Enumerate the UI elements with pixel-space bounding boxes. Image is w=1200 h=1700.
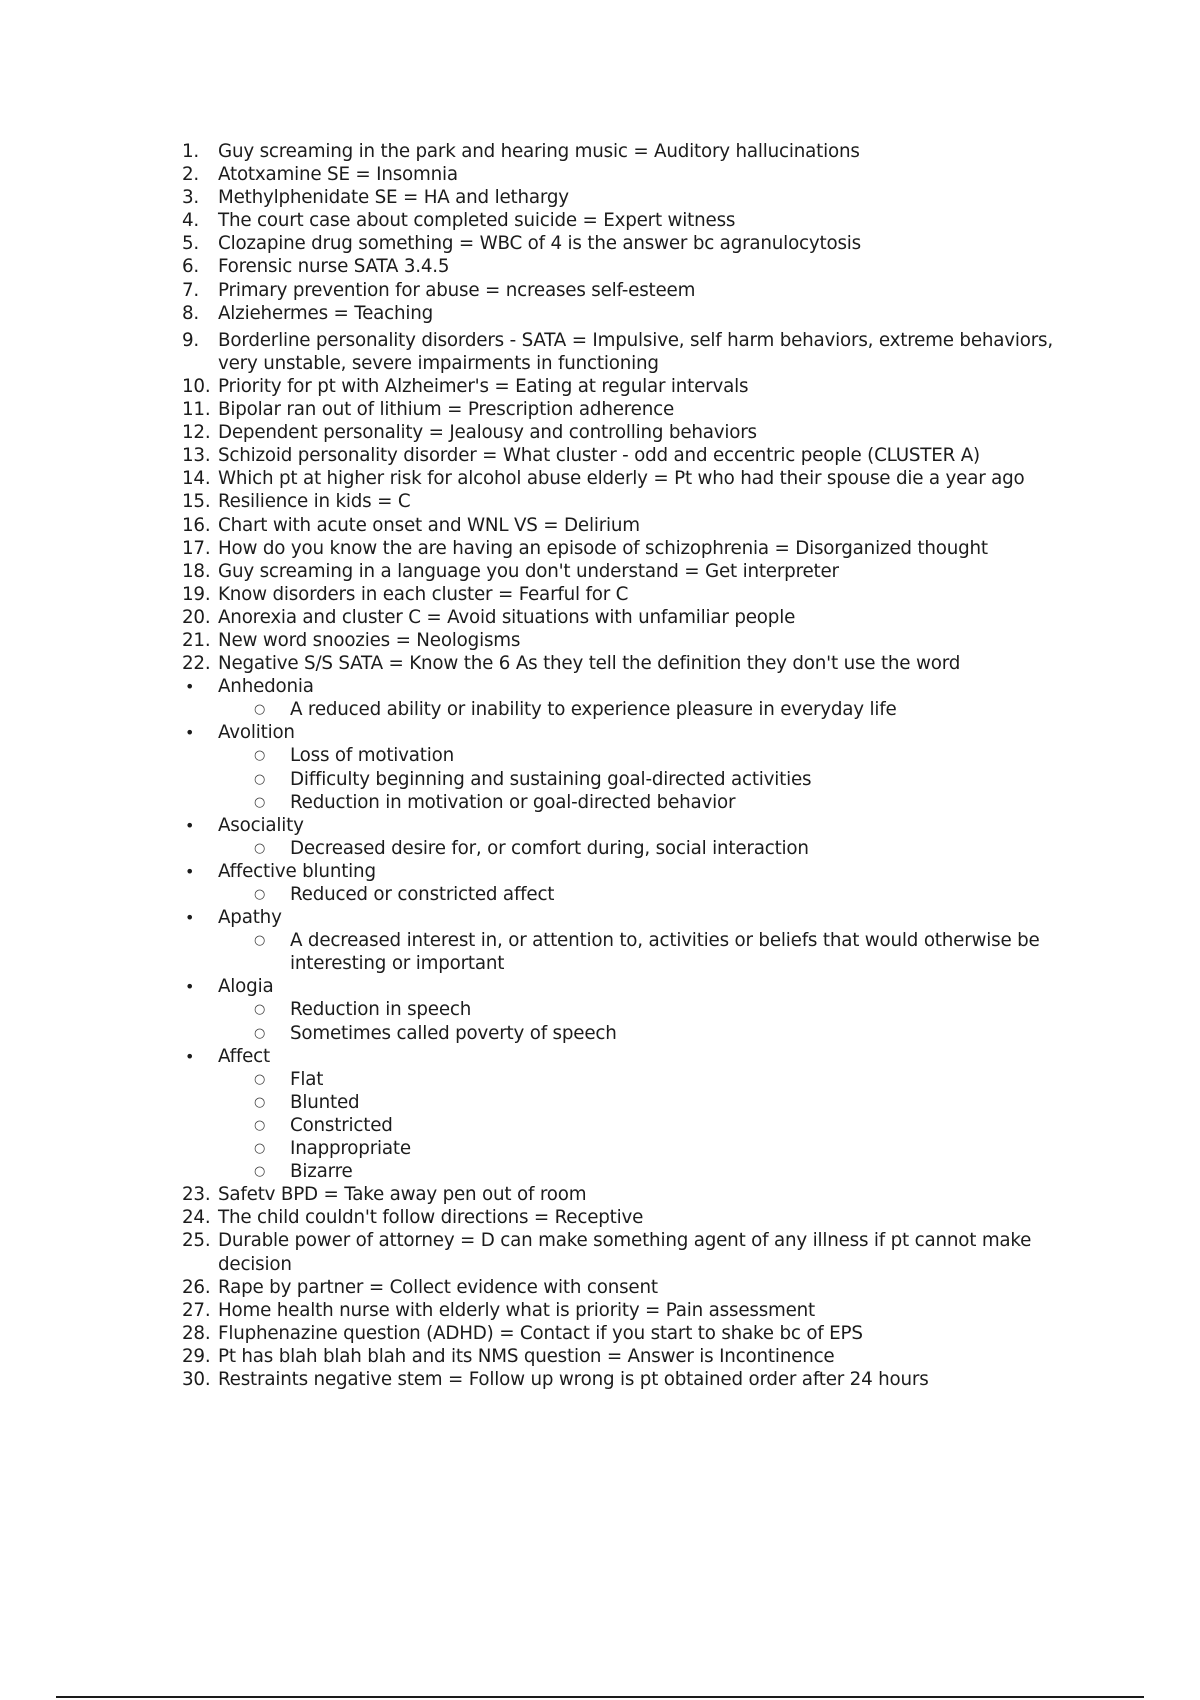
circle-bullet-icon: ○	[254, 771, 266, 787]
list-item: 14. Which pt at higher risk for alcohol abuse elderly = Pt who had their spouse die a year ago	[182, 468, 1025, 490]
list-item: 9. Borderline personality disorders - SATA = Impulsive, self harm behaviors, extreme behaviors, very unstable, severe impairments in functioning	[182, 329, 1053, 374]
sub-bullet-text: Decreased desire for, or comfort during, social interaction	[290, 837, 809, 859]
sub-bullet-text: Reduction in motivation or goal-directed behavior	[290, 791, 736, 813]
bottom-divider	[56, 1696, 1144, 1698]
sub-bullet-item	[182, 1022, 1087, 1045]
list-item: 25. Durable power of attorney = D can make something agent of any illness if pt cannot make decision	[182, 1230, 1032, 1275]
bullet-icon: •	[185, 677, 195, 697]
circle-bullet-icon: ○	[254, 840, 266, 856]
bullet-item	[182, 814, 1087, 837]
bullet-item	[182, 906, 1087, 929]
item-text: Home health nurse with elderly what is priority = Pain assessment	[218, 1299, 816, 1321]
list-item: 10. Priority for pt with Alzheimer's = Eating at regular intervals	[182, 375, 749, 397]
bullet-item	[182, 860, 1087, 883]
bullet-icon: •	[185, 1046, 195, 1066]
sub-bullet-item	[182, 837, 1087, 860]
item-text: Clozapine drug something = WBC of 4 is the answer bc agranulocytosis	[218, 233, 861, 255]
circle-bullet-icon: ○	[254, 702, 266, 718]
list-item: 15. Resilience in kids = C	[182, 491, 411, 513]
list-item: 23. Safetv BPD = Take away pen out of room	[182, 1184, 587, 1206]
list-item: 20. Anorexia and cluster C = Avoid situations with unfamiliar people	[182, 606, 796, 628]
bullet-icon: •	[185, 723, 195, 743]
list-item: 2. Atotxamine SE = Insomnia	[182, 164, 458, 186]
sub-bullet-text: Inappropriate	[290, 1138, 411, 1160]
item-text: How do you know the are having an episode of schizophrenia = Disorganized thought	[218, 537, 988, 559]
item-text: Borderline personality disorders - SATA = Impulsive, self harm behaviors, extreme behaviors, very unstable, severe impairments in functioning	[218, 329, 1053, 374]
item-text: The court case about completed suicide = Expert witness	[218, 210, 736, 232]
sub-bullet-text: A decreased interest in, or attention to, activities or beliefs that would otherwise be interesting or important	[290, 930, 1040, 975]
item-text: Dependent personality = Jealousy and controlling behaviors	[218, 422, 757, 444]
item-text: Schizoid personality disorder = What cluster - odd and eccentric people (CLUSTER A)	[218, 445, 980, 467]
sub-bullet-item	[182, 883, 1087, 906]
sub-bullet-text: Flat	[290, 1068, 324, 1090]
list-item: 6. Forensic nurse SATA 3.4.5	[182, 256, 450, 278]
list-item: 24. The child couldn't follow directions = Receptive	[182, 1207, 644, 1229]
list-item: 22. Negative S/S SATA = Know the 6 As they tell the definition they don't use the word	[182, 653, 961, 675]
item-text: Safetv BPD = Take away pen out of room	[218, 1184, 587, 1206]
circle-bullet-icon: ○	[254, 1025, 266, 1041]
list-item: 16. Chart with acute onset and WNL VS = Delirium	[182, 514, 640, 536]
sub-bullet-item	[182, 1160, 1087, 1183]
bullet-text: Affect	[218, 1045, 270, 1067]
sub-bullet-text: Blunted	[290, 1091, 360, 1113]
sub-bullet-text: A reduced ability or inability to experience pleasure in everyday life	[290, 699, 897, 721]
item-text: Rape by partner = Collect evidence with consent	[218, 1276, 658, 1298]
item-text: Guy screaming in the park and hearing music = Auditory hallucinations	[218, 141, 860, 162]
item-text: Bipolar ran out of lithium = Prescription adherence	[218, 399, 674, 421]
item-text: Which pt at higher risk for alcohol abuse elderly = Pt who had their spouse die a year ago	[218, 468, 1025, 490]
bullet-item	[182, 675, 1087, 698]
list-item: 28. Fluphenazine question (ADHD) = Contact if you start to shake bc of EPS	[182, 1322, 863, 1344]
list-item: 8. Alziehermes = Teaching	[182, 302, 434, 324]
bullet-icon: •	[185, 908, 195, 928]
sub-bullet-text: Sometimes called poverty of speech	[290, 1022, 617, 1044]
circle-bullet-icon: ○	[254, 1071, 266, 1087]
bullet-text: Apathy	[218, 907, 282, 929]
item-text: The child couldn't follow directions = Receptive	[218, 1207, 644, 1229]
sub-bullet-item	[182, 744, 1087, 767]
item-text: Methylphenidate SE = HA and lethargy	[218, 187, 569, 209]
item-text: Negative S/S SATA = Know the 6 As they tell the definition they don't use the word	[218, 653, 961, 675]
sub-bullet-text: Bizarre	[290, 1161, 353, 1183]
item-text: Know disorders in each cluster = Fearful for C	[218, 583, 629, 605]
item-text: Pt has blah blah blah and its NMS question = Answer is Incontinence	[218, 1345, 835, 1367]
sub-bullet-item	[182, 1068, 1087, 1091]
bullet-text: Asociality	[218, 814, 304, 836]
sub-bullet-item	[182, 929, 1087, 975]
list-item: 27. Home health nurse with elderly what is priority = Pain assessment	[182, 1299, 816, 1321]
notes-list	[182, 140, 1087, 1391]
item-text: Guy screaming in a language you don't understand = Get interpreter	[218, 560, 839, 582]
circle-bullet-icon: ○	[254, 1141, 266, 1157]
circle-bullet-icon: ○	[254, 933, 266, 949]
list-item: 12. Dependent personality = Jealousy and controlling behaviors	[182, 422, 757, 444]
circle-bullet-icon: ○	[254, 1117, 266, 1133]
sub-bullet-item	[182, 998, 1087, 1021]
item-text: Durable power of attorney = D can make something agent of any illness if pt cannot make decision	[218, 1230, 1032, 1275]
list-item: 11. Bipolar ran out of lithium = Prescription adherence	[182, 399, 674, 421]
list-item: 30. Restraints negative stem = Follow up wrong is pt obtained order after 24 hours	[182, 1368, 929, 1390]
sub-bullet-text: Loss of motivation	[290, 745, 455, 767]
list-item: 19. Know disorders in each cluster = Fearful for C	[182, 583, 629, 605]
bullet-icon: •	[185, 861, 195, 881]
bullet-icon: •	[185, 815, 195, 835]
item-text: Forensic nurse SATA 3.4.5	[218, 256, 450, 278]
item-text: Anorexia and cluster C = Avoid situations with unfamiliar people	[218, 606, 796, 628]
bullet-icon: •	[185, 977, 195, 997]
sub-bullet-item	[182, 1137, 1087, 1160]
item-text: Chart with acute onset and WNL VS = Delirium	[218, 514, 640, 536]
bullet-item	[182, 1045, 1087, 1068]
list-item: 17. How do you know the are having an episode of schizophrenia = Disorganized thought	[182, 537, 988, 559]
circle-bullet-icon: ○	[254, 794, 266, 810]
item-text: Atotxamine SE = Insomnia	[218, 164, 458, 186]
bullet-text: Alogia	[218, 976, 274, 998]
list-item: 13. Schizoid personality disorder = What cluster - odd and eccentric people (CLUSTER A)	[182, 445, 980, 467]
sub-bullet-item	[182, 768, 1087, 791]
item-text: Alziehermes = Teaching	[218, 302, 434, 324]
list-item: 18. Guy screaming in a language you don't understand = Get interpreter	[182, 560, 839, 582]
item-text: Priority for pt with Alzheimer's = Eating at regular intervals	[218, 375, 749, 397]
sub-bullet-item	[182, 698, 1087, 721]
sub-bullet-item	[182, 1091, 1087, 1114]
item-text: Primary prevention for abuse = ncreases self-esteem	[218, 279, 696, 301]
list-item: 5. Clozapine drug something = WBC of 4 is the answer bc agranulocytosis	[182, 233, 861, 255]
sub-bullet-text: Reduction in speech	[290, 999, 472, 1021]
list-item: 26. Rape by partner = Collect evidence with consent	[182, 1276, 658, 1298]
sub-bullet-text: Reduced or constricted affect	[290, 884, 555, 905]
bullet-item	[182, 721, 1087, 744]
list-item: 29. Pt has blah blah blah and its NMS question = Answer is Incontinence	[182, 1345, 835, 1367]
list-item: 1. Guy screaming in the park and hearing music = Auditory hallucinations	[182, 141, 860, 162]
circle-bullet-icon: ○	[254, 887, 266, 902]
list-item: 4. The court case about completed suicide = Expert witness	[182, 210, 736, 232]
circle-bullet-icon: ○	[254, 1002, 266, 1018]
circle-bullet-icon: ○	[254, 1164, 266, 1180]
bullet-item	[182, 975, 1087, 998]
sub-bullet-item	[182, 791, 1087, 814]
circle-bullet-icon: ○	[254, 748, 266, 764]
list-item: 21. New word snoozies = Neologisms	[182, 629, 521, 651]
item-text: Fluphenazine question (ADHD) = Contact if you start to shake bc of EPS	[218, 1322, 863, 1344]
sub-bullet-item	[182, 1114, 1087, 1137]
bullet-text: Anhedonia	[218, 676, 314, 698]
sub-bullet-text: Constricted	[290, 1114, 393, 1136]
bullet-text: Avolition	[218, 722, 295, 744]
item-text: Restraints negative stem = Follow up wrong is pt obtained order after 24 hours	[218, 1368, 929, 1390]
bullet-text: Affective blunting	[218, 860, 376, 882]
list-item: 7. Primary prevention for abuse = ncreases self-esteem	[182, 279, 696, 301]
circle-bullet-icon: ○	[254, 1094, 266, 1110]
sub-bullet-text: Difficulty beginning and sustaining goal-directed activities	[290, 768, 812, 790]
item-text: New word snoozies = Neologisms	[218, 629, 521, 651]
item-text: Resilience in kids = C	[218, 491, 411, 513]
list-item: 3. Methylphenidate SE = HA and lethargy	[182, 187, 569, 209]
